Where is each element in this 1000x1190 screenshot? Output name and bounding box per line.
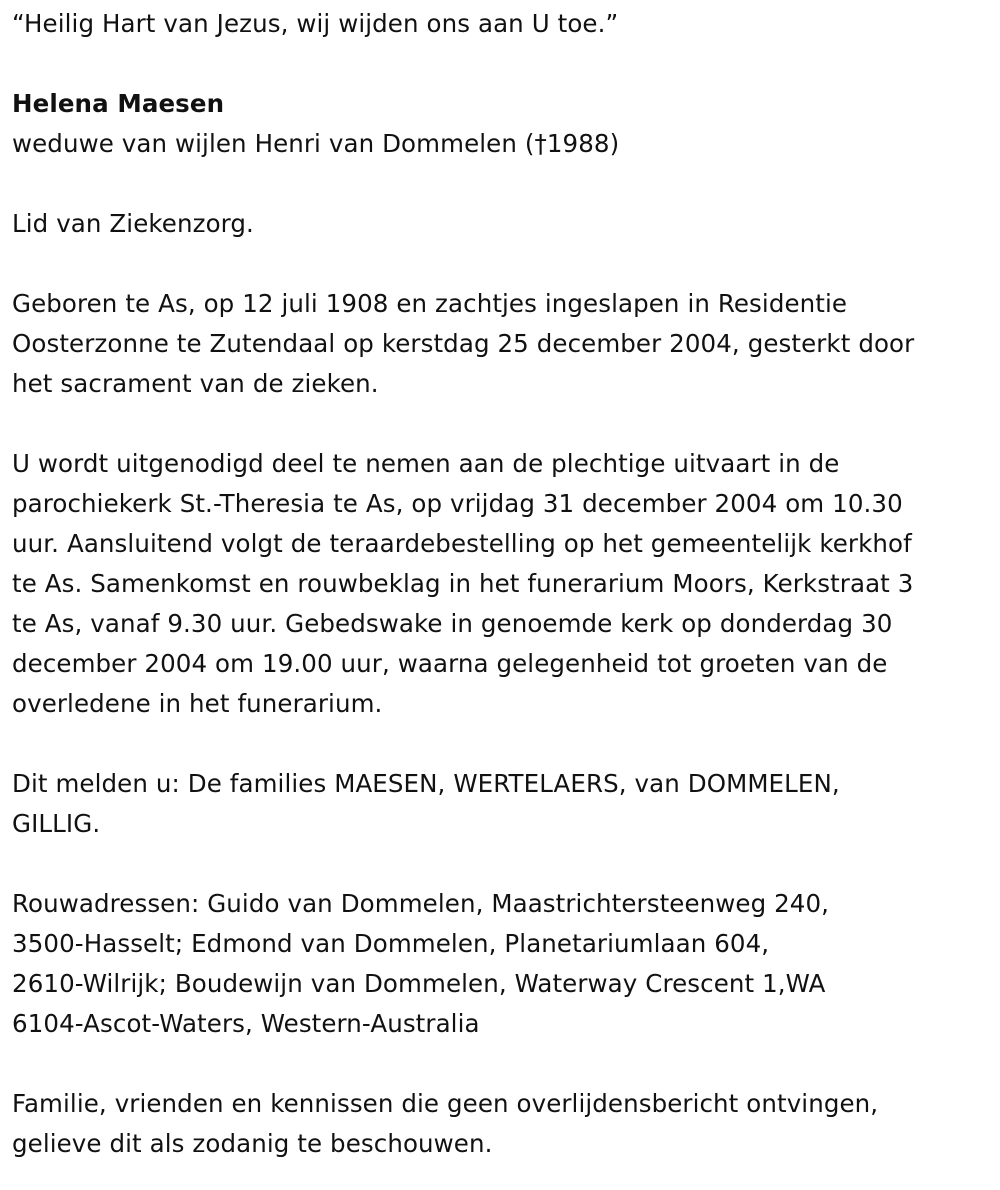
funeral-paragraph: U wordt uitgenodigd deel te nemen aan de plechtige uitvaart in de parochiekerk St.-Theresia te As, op vrijdag 31 december 2004 om 10.30 uur. Aansluitend volgt de teraardebestelling op het gemeentelijk kerkhof te As. Samenkomst en rouwbeklag in het funerarium Moors, Kerkstraat 3 te As, vanaf 9.30 uur. Gebedswake in genoemde kerk op donderdag 30 december 2004 om 19.00 uur, waarna gelegenheid tot groeten van de overledene in het funerarium. — [12, 449, 914, 718]
deceased-name: Helena Maesen — [12, 89, 225, 118]
announcers-paragraph: Dit melden u: De families MAESEN, WERTELAERS, van DOMMELEN, GILLIG. — [12, 769, 840, 838]
birth-death-paragraph: Geboren te As, op 12 juli 1908 en zachtjes ingeslapen in Residentie Oosterzonne te Zutendaal op kerstdag 25 december 2004, gesterkt door het sacrament van de zieken. — [12, 289, 915, 398]
closing-paragraph: Familie, vrienden en kennissen die geen overlijdensbericht ontvingen, gelieve dit als zodanig te beschouwen. — [12, 1089, 879, 1158]
deceased-relation: weduwe van wijlen Henri van Dommelen (†1988) — [12, 129, 620, 158]
addresses-paragraph: Rouwadressen: Guido van Dommelen, Maastrichtersteenweg 240, 3500-Hasselt; Edmond van Dommelen, Planetariumlaan 604, 2610-Wilrijk; Boudewijn van Dommelen, Waterway Crescent 1,WA 6104-Ascot-Waters, Western-Australia — [12, 889, 830, 1038]
membership-text: Lid van Ziekenzorg. — [12, 209, 254, 238]
obituary-document — [12, 4, 996, 1164]
invocation-text: “Heilig Hart van Jezus, wij wijden ons aan U toe.” — [12, 9, 619, 38]
